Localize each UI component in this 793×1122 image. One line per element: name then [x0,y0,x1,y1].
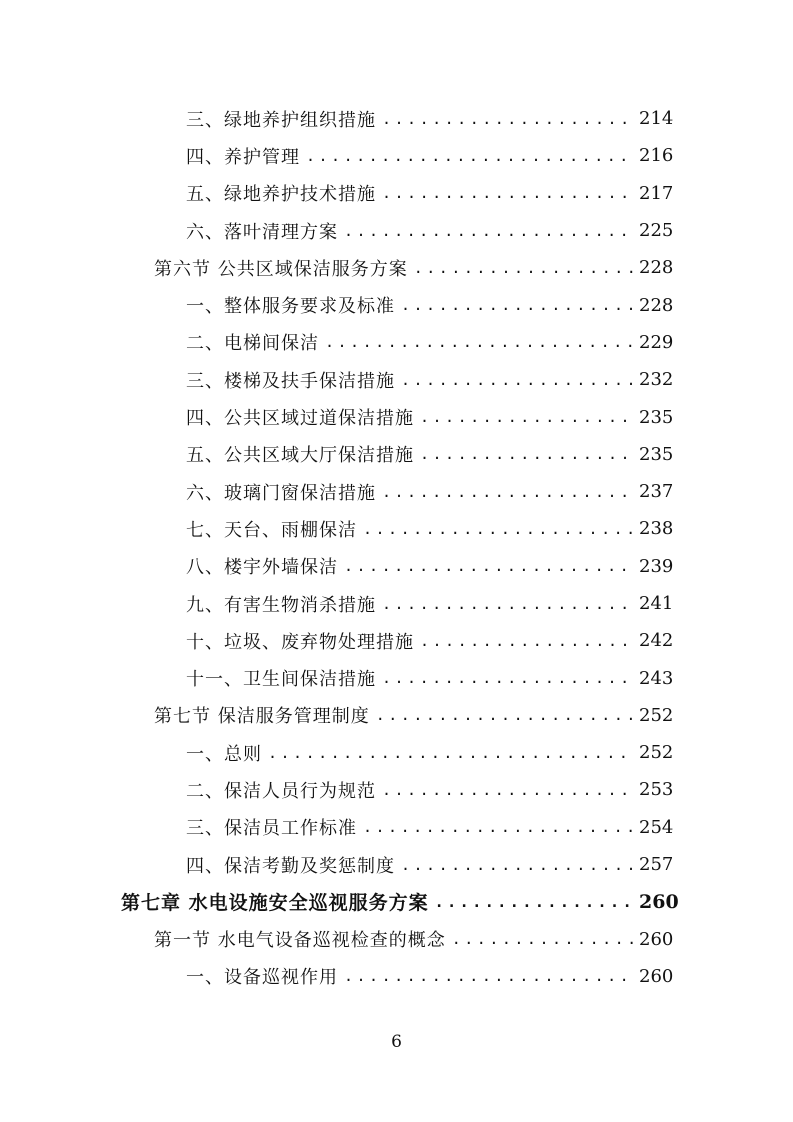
toc-entry-page: 228 [639,294,674,316]
toc-item-entry[interactable] [0,436,673,473]
toc-entry-page: 214 [639,108,674,130]
toc-item-entry[interactable] [0,734,673,771]
toc-item-entry[interactable] [0,585,673,622]
toc-item-entry[interactable] [0,771,673,808]
toc-item-entry[interactable] [0,958,673,995]
toc-dot-leader [382,110,633,128]
toc-entry-page: 257 [639,854,674,876]
toc-entry-title: 九、有害生物消杀措施 [186,594,376,616]
toc-entry-page: 229 [639,331,674,353]
toc-dot-leader [376,706,633,724]
toc-entry-page: 235 [639,443,674,465]
toc-entry-page: 228 [639,257,674,279]
toc-entry-title: 第七章 水电设施安全巡视服务方案 [121,892,429,915]
toc-dot-leader [306,147,633,165]
toc-item-entry[interactable] [0,137,673,174]
toc-section-entry[interactable] [0,697,673,734]
toc-entry-page: 252 [639,742,674,764]
toc-entry-title: 六、玻璃门窗保洁措施 [186,482,376,504]
toc-dot-leader [401,856,633,874]
toc-entry-page: 252 [639,704,674,726]
toc-dot-leader [344,967,633,985]
toc-entry-page: 254 [639,816,674,838]
toc-item-entry[interactable] [0,659,673,696]
toc-section-entry[interactable] [0,249,673,286]
toc-dot-leader [420,445,633,463]
toc-item-entry[interactable] [0,100,673,137]
toc-entry-title: 二、保洁人员行为规范 [186,780,376,802]
toc-item-entry[interactable] [0,212,673,249]
toc-entry-title: 第一节 水电气设备巡视检查的概念 [154,930,446,952]
toc-item-entry[interactable] [0,809,673,846]
toc-entry-title: 三、绿地养护组织措施 [186,109,376,131]
toc-item-entry[interactable] [0,846,673,883]
toc-dot-leader [382,781,633,799]
page-number: 6 [391,1032,402,1052]
table-of-contents [0,100,793,995]
toc-dot-leader [344,222,633,240]
toc-entry-title: 五、公共区域大厅保洁措施 [186,445,414,467]
toc-dot-leader [382,669,633,687]
toc-dot-leader [420,632,633,650]
toc-dot-leader [420,408,633,426]
toc-item-entry[interactable] [0,510,673,547]
toc-entry-page: 242 [639,630,674,652]
toc-entry-page: 260 [639,890,679,913]
toc-entry-page: 217 [639,182,674,204]
toc-entry-title: 三、楼梯及扶手保洁措施 [186,370,395,392]
toc-dot-leader [401,296,633,314]
toc-entry-title: 四、公共区域过道保洁措施 [186,408,414,430]
toc-entry-title: 八、楼宇外墙保洁 [186,557,338,579]
toc-section-entry[interactable] [0,921,673,958]
toc-dot-leader [268,744,633,762]
toc-entry-page: 241 [639,593,674,614]
toc-dot-leader [382,595,633,613]
toc-item-entry[interactable] [0,361,673,398]
toc-dot-leader [414,259,633,277]
toc-entry-page: 260 [639,965,674,987]
toc-entry-page: 239 [639,555,674,577]
toc-entry-page: 225 [639,220,674,242]
toc-entry-title: 一、整体服务要求及标准 [186,296,395,318]
toc-entry-page: 243 [639,667,674,689]
toc-dot-leader [363,520,633,538]
toc-entry-title: 第七节 保洁服务管理制度 [154,706,370,728]
toc-dot-leader [382,184,633,202]
toc-entry-page: 260 [639,928,674,950]
toc-dot-leader [401,371,633,389]
toc-entry-title: 一、设备巡视作用 [186,967,338,989]
toc-entry-page: 232 [639,369,674,391]
toc-entry-page: 235 [639,406,674,428]
toc-item-entry[interactable] [0,622,673,659]
toc-item-entry[interactable] [0,473,673,510]
toc-entry-title: 五、绿地养护技术措施 [186,184,376,206]
toc-entry-title: 七、天台、雨棚保洁 [186,519,357,541]
toc-item-entry[interactable] [0,286,673,323]
toc-item-entry[interactable] [0,548,673,585]
toc-dot-leader [382,483,633,501]
toc-dot-leader [344,557,633,575]
toc-entry-title: 第六节 公共区域保洁服务方案 [154,258,408,280]
toc-entry-title: 十一、卫生间保洁措施 [186,669,376,691]
toc-entry-title: 四、养护管理 [186,146,300,168]
toc-dot-leader [452,930,633,948]
toc-entry-title: 二、电梯间保洁 [186,333,319,355]
toc-entry-title: 四、保洁考勤及奖惩制度 [186,855,395,877]
toc-entry-page: 238 [639,518,674,540]
toc-item-entry[interactable] [0,398,673,435]
toc-item-entry[interactable] [0,175,673,212]
toc-chapter-entry[interactable] [0,883,679,920]
toc-entry-title: 一、总则 [186,743,262,765]
toc-dot-leader [325,333,633,351]
toc-dot-leader [435,893,633,911]
toc-entry-title: 十、垃圾、废弃物处理措施 [186,631,414,653]
toc-entry-page: 253 [639,779,674,801]
toc-entry-page: 216 [639,145,674,167]
toc-item-entry[interactable] [0,324,673,361]
toc-entry-title: 六、落叶清理方案 [186,221,338,243]
toc-entry-page: 237 [639,481,674,503]
toc-dot-leader [363,818,633,836]
toc-entry-title: 三、保洁员工作标准 [186,818,357,840]
